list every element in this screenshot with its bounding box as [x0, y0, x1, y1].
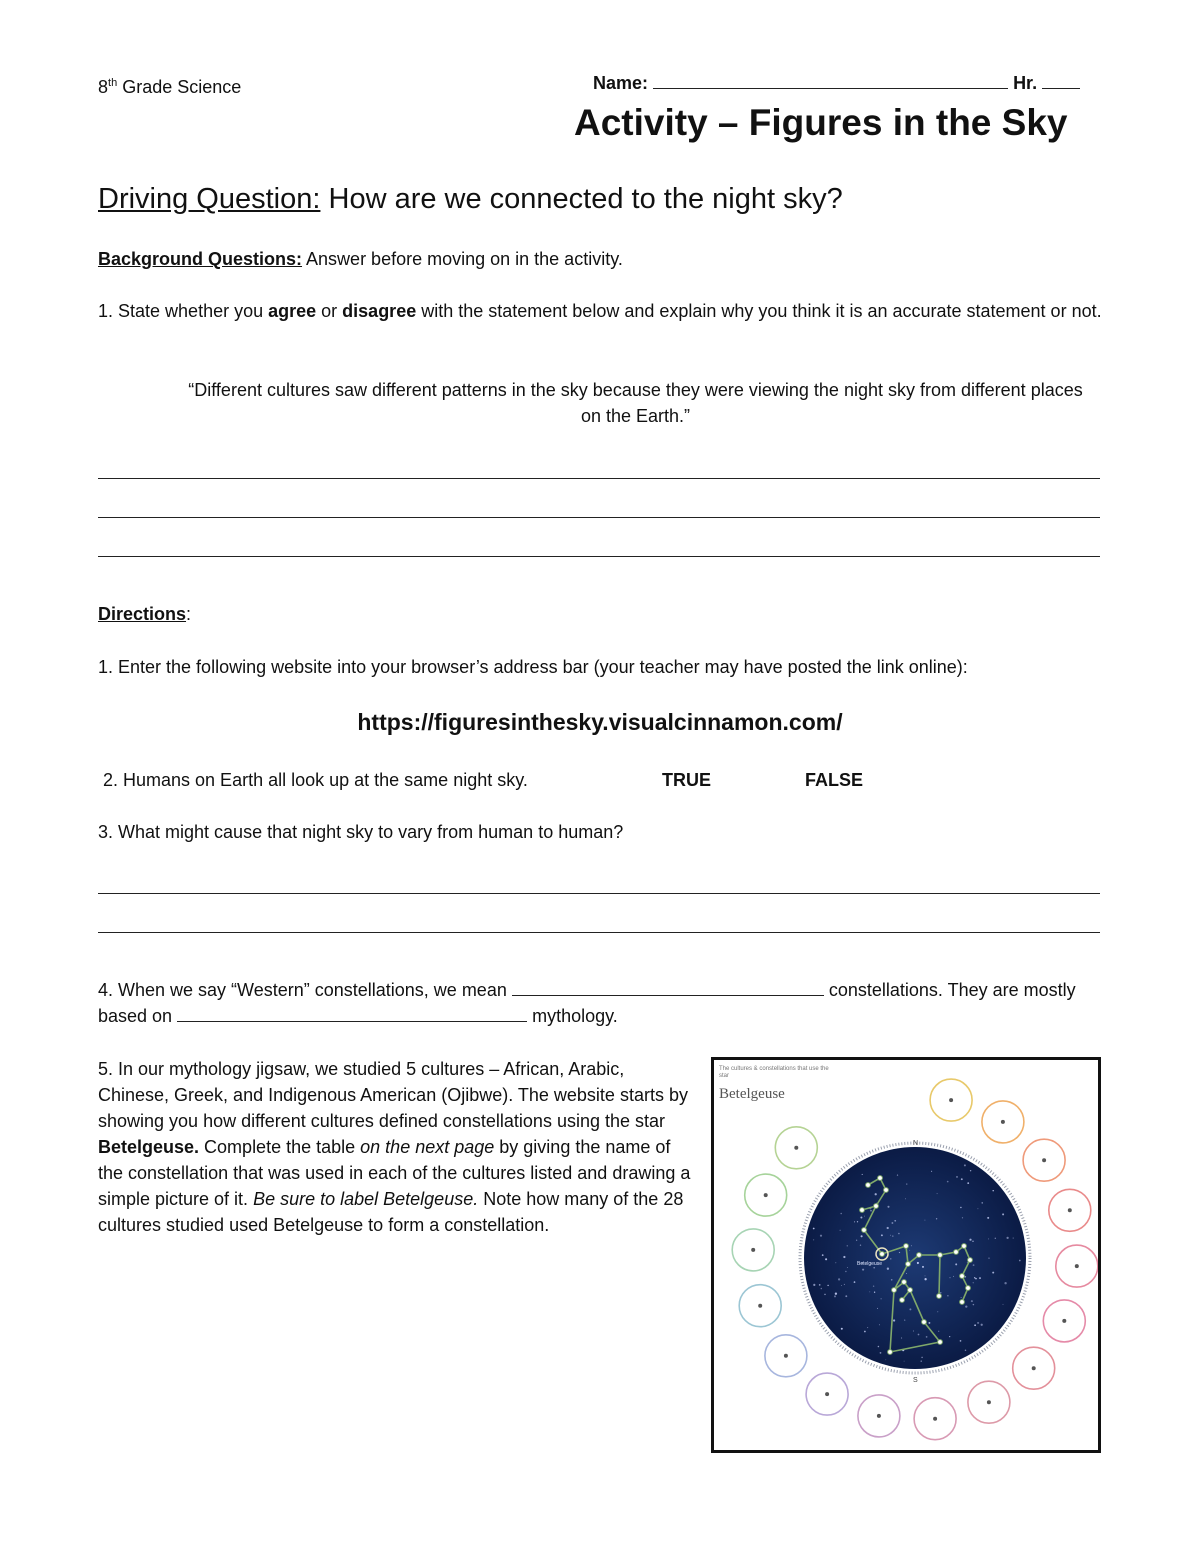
- background-star: [931, 1171, 932, 1172]
- directions-colon: :: [186, 604, 192, 624]
- background-star: [905, 1198, 906, 1199]
- background-star: [862, 1269, 864, 1271]
- orion-star: [900, 1298, 905, 1303]
- background-star: [1019, 1260, 1021, 1262]
- answer-line[interactable]: [98, 478, 1100, 479]
- background-star: [893, 1319, 895, 1321]
- q4-blank-2[interactable]: [177, 1005, 527, 1022]
- answer-line[interactable]: [98, 893, 1100, 894]
- background-star: [973, 1282, 974, 1283]
- page-title: Activity – Figures in the Sky: [574, 102, 1068, 143]
- background-star: [881, 1298, 882, 1299]
- background-star: [864, 1216, 865, 1217]
- background-star: [979, 1277, 981, 1279]
- driving-question: [98, 181, 843, 217]
- culture-star-dot: [751, 1248, 755, 1252]
- orion-star: [960, 1300, 965, 1305]
- orion-star: [878, 1176, 883, 1181]
- orion-star: [902, 1280, 907, 1285]
- background-star: [841, 1328, 843, 1330]
- background-star: [928, 1322, 930, 1324]
- background-star: [860, 1216, 862, 1218]
- false-option[interactable]: FALSE: [805, 770, 864, 790]
- background-star: [1003, 1304, 1004, 1305]
- background-star: [877, 1308, 878, 1309]
- constellation-wheel: [714, 1060, 1098, 1450]
- answer-line[interactable]: [98, 932, 1100, 933]
- course-grade-suffix: th: [108, 77, 118, 89]
- background-star: [955, 1263, 957, 1265]
- q1-agree: agree: [268, 301, 317, 321]
- background-star: [956, 1176, 958, 1178]
- orion-star: [968, 1258, 973, 1263]
- culture-star-dot: [1062, 1319, 1066, 1323]
- background-star: [949, 1336, 950, 1337]
- south-marker: S: [913, 1377, 918, 1384]
- background-star: [841, 1285, 842, 1286]
- background-star: [867, 1327, 868, 1328]
- q1-text-b: or: [316, 301, 343, 321]
- background-star: [821, 1288, 823, 1290]
- background-star: [887, 1227, 889, 1229]
- background-star: [861, 1235, 863, 1237]
- background-star: [890, 1258, 891, 1259]
- background-star: [965, 1350, 967, 1352]
- background-star: [899, 1252, 900, 1253]
- course-name: Grade Science: [117, 77, 242, 97]
- background-star: [911, 1245, 912, 1246]
- background-star: [840, 1230, 841, 1231]
- orion-star: [922, 1320, 927, 1325]
- question-1: [98, 298, 1103, 324]
- background-star: [904, 1361, 905, 1362]
- background-star: [813, 1284, 815, 1286]
- background-star: [981, 1324, 983, 1326]
- hour-label: Hr.: [1013, 73, 1038, 93]
- culture-star-dot: [1075, 1264, 1079, 1268]
- background-star: [901, 1337, 902, 1338]
- background-star: [860, 1245, 861, 1246]
- background-star: [972, 1240, 974, 1242]
- background-star: [992, 1190, 993, 1191]
- background-star: [897, 1174, 898, 1175]
- background-star: [960, 1340, 962, 1342]
- background-star: [936, 1218, 937, 1219]
- orion-star: [862, 1228, 867, 1233]
- background-star: [967, 1262, 968, 1263]
- background-star: [961, 1178, 963, 1180]
- background-star: [820, 1235, 822, 1237]
- directions-label: Directions: [98, 604, 187, 624]
- driving-question-label: Driving Question:: [98, 183, 321, 215]
- background-star: [854, 1221, 855, 1222]
- orion-star: [937, 1294, 942, 1299]
- north-marker: N: [913, 1140, 919, 1147]
- answer-line[interactable]: [98, 556, 1100, 557]
- background-star: [840, 1213, 842, 1215]
- background-star: [973, 1304, 974, 1305]
- culture-star-dot: [1001, 1120, 1005, 1124]
- orion-star: [884, 1188, 889, 1193]
- culture-star-dot: [825, 1392, 829, 1396]
- background-label: Background Questions:: [98, 249, 303, 269]
- background-star: [962, 1217, 963, 1218]
- q4-text-c: mythology.: [527, 1006, 618, 1026]
- background-star: [887, 1268, 889, 1270]
- background-star: [891, 1222, 893, 1224]
- background-star: [992, 1272, 994, 1274]
- background-star: [873, 1285, 874, 1286]
- background-star: [875, 1193, 877, 1195]
- background-star: [988, 1257, 990, 1259]
- background-star: [947, 1295, 949, 1297]
- background-star: [857, 1221, 858, 1222]
- background-star: [856, 1240, 857, 1241]
- culture-star-dot: [1042, 1158, 1046, 1162]
- q1-disagree: disagree: [342, 301, 417, 321]
- background-star: [880, 1352, 882, 1354]
- q5-text-b: Complete the table: [199, 1137, 361, 1157]
- directions-heading: [98, 601, 191, 627]
- background-star: [949, 1277, 950, 1278]
- figure-caption-title: Betelgeuse: [719, 1086, 785, 1102]
- culture-star-dot: [784, 1354, 788, 1358]
- background-star: [887, 1206, 889, 1208]
- background-star: [967, 1182, 969, 1184]
- background-star: [892, 1235, 893, 1236]
- background-star: [881, 1234, 883, 1236]
- background-star: [977, 1322, 979, 1324]
- orion-star: [908, 1288, 913, 1293]
- background-star: [835, 1262, 836, 1263]
- background-star: [845, 1271, 846, 1272]
- background-star: [885, 1359, 886, 1360]
- q5-text-a: 5. In our mythology jigsaw, we studied 5 cultures – African, Arabic, Chinese, Greek, and Indigenous American (Ojibwe). The website starts by showing you how different cultures defined constellations using the star: [98, 1059, 688, 1131]
- orion-star: [938, 1253, 943, 1258]
- background-star: [873, 1267, 875, 1269]
- background-star: [822, 1254, 824, 1256]
- background-star: [940, 1292, 941, 1293]
- background-star: [879, 1324, 880, 1325]
- background-text: Answer before moving on in the activity.: [302, 249, 623, 269]
- background-star: [819, 1284, 821, 1286]
- question-4: [98, 977, 1103, 1029]
- background-star: [838, 1278, 840, 1280]
- background-star: [987, 1217, 989, 1219]
- background-star: [864, 1331, 866, 1333]
- background-star: [961, 1297, 962, 1298]
- culture-star-dot: [758, 1304, 762, 1308]
- q4-text-a: 4. When we say “Western” constellations, we mean: [98, 980, 512, 1000]
- background-star: [898, 1233, 900, 1235]
- background-star: [1013, 1238, 1014, 1239]
- orion-star: [874, 1204, 879, 1209]
- background-star: [909, 1308, 911, 1310]
- course-grade: 8: [98, 77, 109, 97]
- q4-text-b: constellations. They are mostly based on: [98, 980, 1076, 1026]
- orion-star: [904, 1244, 909, 1249]
- background-star: [845, 1295, 847, 1297]
- q5-star: Betelgeuse.: [98, 1137, 200, 1157]
- culture-star-dot: [949, 1098, 953, 1102]
- background-star: [909, 1250, 910, 1251]
- background-star: [964, 1164, 966, 1166]
- background-star: [924, 1278, 926, 1280]
- background-star: [937, 1193, 938, 1194]
- background-star: [924, 1220, 925, 1221]
- direction-1: 1. Enter the following website into your browser’s address bar (your teacher may have posted the link online):: [98, 657, 968, 677]
- orion-star: [954, 1250, 959, 1255]
- background-star: [918, 1334, 920, 1336]
- background-star: [974, 1277, 975, 1278]
- background-star: [847, 1267, 848, 1268]
- background-star: [922, 1266, 924, 1268]
- background-star: [835, 1293, 837, 1295]
- culture-star-dot: [764, 1193, 768, 1197]
- question-5: [98, 1056, 698, 1238]
- background-star: [938, 1331, 939, 1332]
- driving-question-text: How are we connected to the night sky?: [320, 183, 843, 215]
- website-url[interactable]: https://figuresinthesky.visualcinnamon.com/: [357, 709, 843, 735]
- background-star: [973, 1264, 975, 1266]
- background-star: [971, 1300, 973, 1302]
- background-star: [965, 1305, 967, 1307]
- betelgeuse-star-label: Betelgeuse: [857, 1261, 883, 1267]
- background-star: [1004, 1282, 1006, 1284]
- background-star: [834, 1295, 836, 1297]
- name-label: Name:: [593, 73, 649, 93]
- name-line: [593, 70, 1113, 96]
- background-star: [891, 1279, 893, 1281]
- background-star: [1006, 1237, 1008, 1239]
- background-star: [854, 1281, 856, 1283]
- background-star: [1002, 1213, 1004, 1215]
- background-star: [904, 1319, 905, 1320]
- background-star: [906, 1273, 907, 1274]
- q5-text-d: Note how many of the 28 cultures studied used Betelgeuse to form a constellation.: [98, 1189, 684, 1235]
- orion-star: [917, 1253, 922, 1258]
- background-star: [975, 1278, 977, 1280]
- background-star: [925, 1275, 926, 1276]
- course-label: [98, 70, 241, 100]
- q5-text-c: by giving the name of the constellation that was used in each of the cultures listed and drawing a simple picture of it.: [98, 1137, 691, 1209]
- background-star: [843, 1256, 845, 1258]
- orion-star: [860, 1208, 865, 1213]
- background-star: [921, 1357, 923, 1359]
- orion-star: [938, 1340, 943, 1345]
- background-star: [947, 1181, 949, 1183]
- background-star: [827, 1285, 828, 1286]
- background-star: [813, 1239, 814, 1240]
- background-star: [974, 1324, 976, 1326]
- culture-star-dot: [877, 1414, 881, 1418]
- culture-star-dot: [1032, 1366, 1036, 1370]
- background-star: [906, 1184, 907, 1185]
- background-star: [913, 1331, 914, 1332]
- orion-star: [960, 1274, 965, 1279]
- q1-quote: “Different cultures saw different patterns in the sky because they were viewing the night sky from different places on the Earth.”: [188, 380, 1083, 426]
- background-star: [870, 1210, 871, 1211]
- hour-blank[interactable]: [1042, 72, 1080, 89]
- background-star: [995, 1238, 996, 1239]
- background-star: [878, 1346, 880, 1348]
- background-star: [890, 1235, 891, 1236]
- question-3: 3. What might cause that night sky to vary from human to human?: [98, 822, 624, 842]
- background-star: [937, 1311, 938, 1312]
- background-star: [982, 1202, 983, 1203]
- orion-star: [966, 1286, 971, 1291]
- figure-caption-small: The cultures & constellations that use the star: [719, 1066, 829, 1079]
- background-star: [813, 1228, 815, 1230]
- orion-star: [880, 1252, 885, 1257]
- orion-star: [892, 1288, 897, 1293]
- background-star: [825, 1258, 827, 1260]
- question-2: 2. Humans on Earth all look up at the same night sky.: [103, 770, 528, 790]
- true-option[interactable]: TRUE: [662, 770, 711, 790]
- background-star: [847, 1245, 848, 1246]
- culture-star-dot: [1068, 1208, 1072, 1212]
- background-star: [988, 1238, 989, 1239]
- q4-blank-1[interactable]: [512, 979, 824, 996]
- q5-label-note: Be sure to label Betelgeuse.: [253, 1189, 479, 1209]
- orion-star: [906, 1262, 911, 1267]
- background-star: [926, 1336, 928, 1338]
- background-star: [869, 1292, 870, 1293]
- q1-text-c: with the statement below and explain why you think it is an accurate statement or not.: [416, 301, 1102, 321]
- orion-star: [888, 1350, 893, 1355]
- background-star: [874, 1292, 875, 1293]
- betelgeuse-figure: [711, 1057, 1101, 1453]
- background-star: [921, 1361, 922, 1362]
- orion-star: [866, 1183, 871, 1188]
- q5-next-page: on the next page: [360, 1137, 495, 1157]
- culture-star-dot: [794, 1146, 798, 1150]
- name-blank[interactable]: [653, 72, 1008, 89]
- culture-star-dot: [933, 1417, 937, 1421]
- background-star: [824, 1294, 826, 1296]
- background-star: [953, 1276, 954, 1277]
- background-star: [970, 1170, 971, 1171]
- answer-line[interactable]: [98, 517, 1100, 518]
- background-star: [862, 1174, 863, 1175]
- orion-star: [962, 1244, 967, 1249]
- background-star: [917, 1262, 919, 1264]
- background-star: [894, 1220, 896, 1222]
- q1-text-a: 1. State whether you: [98, 301, 269, 321]
- background-star: [844, 1284, 845, 1285]
- background-star: [969, 1239, 971, 1241]
- culture-star-dot: [987, 1400, 991, 1404]
- background-star: [960, 1207, 961, 1208]
- background-star: [977, 1208, 978, 1209]
- background-questions: [98, 246, 623, 272]
